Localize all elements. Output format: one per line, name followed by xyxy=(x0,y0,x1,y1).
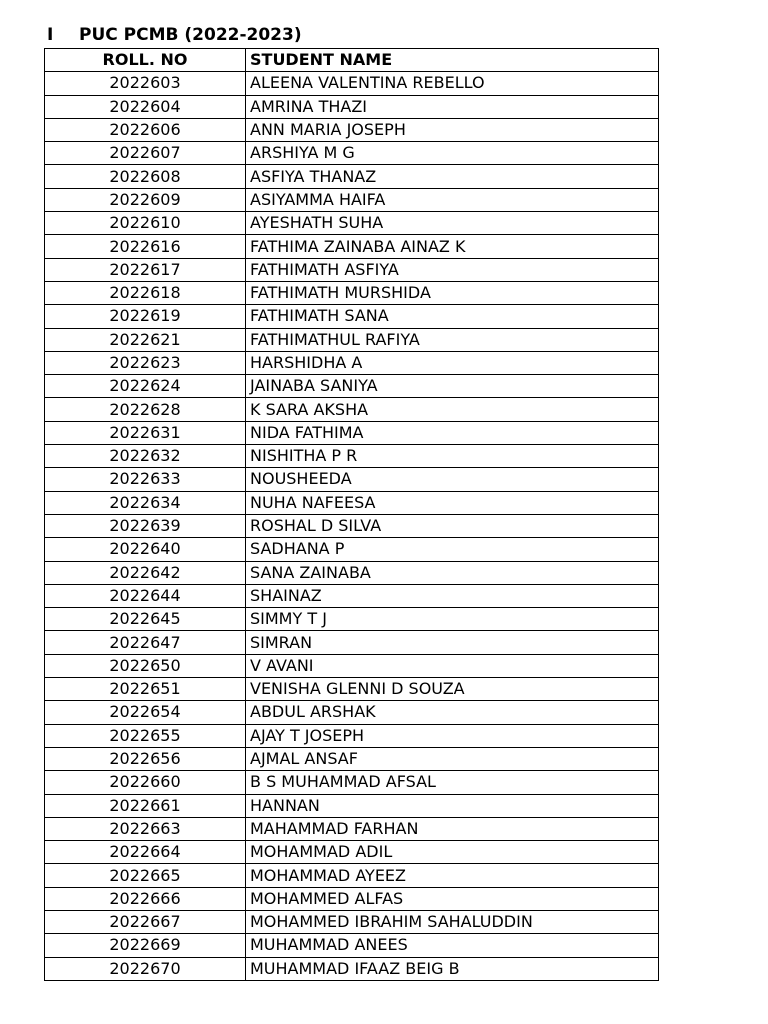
table-row xyxy=(45,445,659,468)
roll-no-cell: 2022640 xyxy=(45,538,246,561)
table-body xyxy=(45,72,659,981)
page-title xyxy=(47,24,302,46)
student-name-cell: SHAINAZ xyxy=(246,584,659,607)
roll-no-cell: 2022656 xyxy=(45,747,246,770)
table-row xyxy=(45,934,659,957)
roll-no-cell: 2022634 xyxy=(45,491,246,514)
student-name-cell: ASIYAMMA HAIFA xyxy=(246,188,659,211)
table-row xyxy=(45,957,659,980)
student-name-cell: MOHAMMAD AYEEZ xyxy=(246,864,659,887)
roll-no-cell: 2022660 xyxy=(45,771,246,794)
student-roster-table xyxy=(44,48,659,981)
student-name-cell: V AVANI xyxy=(246,654,659,677)
roll-no-cell: 2022663 xyxy=(45,817,246,840)
roll-no-cell: 2022624 xyxy=(45,375,246,398)
roll-no-cell: 2022642 xyxy=(45,561,246,584)
table-row xyxy=(45,864,659,887)
roll-no-cell: 2022619 xyxy=(45,305,246,328)
roll-no-cell: 2022661 xyxy=(45,794,246,817)
roll-no-cell: 2022654 xyxy=(45,701,246,724)
table-row xyxy=(45,305,659,328)
roll-no-cell: 2022647 xyxy=(45,631,246,654)
table-row xyxy=(45,258,659,281)
table-row xyxy=(45,817,659,840)
table-row xyxy=(45,747,659,770)
roll-no-cell: 2022610 xyxy=(45,212,246,235)
roll-no-cell: 2022669 xyxy=(45,934,246,957)
roll-no-cell: 2022604 xyxy=(45,95,246,118)
roll-no-cell: 2022667 xyxy=(45,910,246,933)
roll-no-cell: 2022607 xyxy=(45,142,246,165)
table-row xyxy=(45,910,659,933)
student-name-cell: ROSHAL D SILVA xyxy=(246,514,659,537)
roll-no-cell: 2022608 xyxy=(45,165,246,188)
student-name-cell: NOUSHEEDA xyxy=(246,468,659,491)
table-row xyxy=(45,584,659,607)
student-name-cell: FATHIMA ZAINABA AINAZ K xyxy=(246,235,659,258)
student-name-cell: K SARA AKSHA xyxy=(246,398,659,421)
roll-no-cell: 2022644 xyxy=(45,584,246,607)
class-title: PUC PCMB (2022-2023) xyxy=(79,25,302,45)
student-name-cell: SANA ZAINABA xyxy=(246,561,659,584)
table-row xyxy=(45,514,659,537)
student-name-cell: VENISHA GLENNI D SOUZA xyxy=(246,678,659,701)
roll-no-cell: 2022631 xyxy=(45,421,246,444)
roll-no-cell: 2022606 xyxy=(45,118,246,141)
student-name-cell: ALEENA VALENTINA REBELLO xyxy=(246,72,659,95)
student-name-cell: AJMAL ANSAF xyxy=(246,747,659,770)
student-name-cell: NIDA FATHIMA xyxy=(246,421,659,444)
roll-no-cell: 2022665 xyxy=(45,864,246,887)
student-name-cell: SIMRAN xyxy=(246,631,659,654)
table-row xyxy=(45,72,659,95)
student-name-cell: MAHAMMAD FARHAN xyxy=(246,817,659,840)
roll-no-cell: 2022633 xyxy=(45,468,246,491)
roll-no-cell: 2022628 xyxy=(45,398,246,421)
student-name-cell: JAINABA SANIYA xyxy=(246,375,659,398)
table-row xyxy=(45,328,659,351)
roll-no-cell: 2022621 xyxy=(45,328,246,351)
table-row xyxy=(45,421,659,444)
table-row xyxy=(45,375,659,398)
table-row xyxy=(45,118,659,141)
roll-no-cell: 2022650 xyxy=(45,654,246,677)
table-row xyxy=(45,771,659,794)
student-name-cell: FATHIMATH ASFIYA xyxy=(246,258,659,281)
table-row xyxy=(45,631,659,654)
table-row xyxy=(45,678,659,701)
table-row xyxy=(45,841,659,864)
student-name-cell: MOHAMMED IBRAHIM SAHALUDDIN xyxy=(246,910,659,933)
student-name-cell: AJAY T JOSEPH xyxy=(246,724,659,747)
roll-no-cell: 2022666 xyxy=(45,887,246,910)
table-row xyxy=(45,165,659,188)
table-row xyxy=(45,887,659,910)
student-name-cell: FATHIMATH SANA xyxy=(246,305,659,328)
roll-no-cell: 2022651 xyxy=(45,678,246,701)
student-name-cell: AYESHATH SUHA xyxy=(246,212,659,235)
roll-no-cell: 2022617 xyxy=(45,258,246,281)
table-header-row xyxy=(45,49,659,72)
roll-no-cell: 2022609 xyxy=(45,188,246,211)
table-row xyxy=(45,142,659,165)
roll-no-cell: 2022632 xyxy=(45,445,246,468)
table-row xyxy=(45,491,659,514)
roll-no-cell: 2022616 xyxy=(45,235,246,258)
student-name-cell: FATHIMATH MURSHIDA xyxy=(246,281,659,304)
student-name-header: STUDENT NAME xyxy=(246,49,659,72)
table-row xyxy=(45,212,659,235)
roll-no-cell: 2022645 xyxy=(45,608,246,631)
roll-no-cell: 2022603 xyxy=(45,72,246,95)
roll-no-cell: 2022618 xyxy=(45,281,246,304)
roll-no-cell: 2022639 xyxy=(45,514,246,537)
student-name-cell: FATHIMATHUL RAFIYA xyxy=(246,328,659,351)
roll-no-cell: 2022655 xyxy=(45,724,246,747)
table-row xyxy=(45,95,659,118)
student-name-cell: MOHAMMAD ADIL xyxy=(246,841,659,864)
student-name-cell: NISHITHA P R xyxy=(246,445,659,468)
student-name-cell: NUHA NAFEESA xyxy=(246,491,659,514)
table-row xyxy=(45,468,659,491)
roll-no-cell: 2022670 xyxy=(45,957,246,980)
student-name-cell: SADHANA P xyxy=(246,538,659,561)
roll-no-cell: 2022623 xyxy=(45,351,246,374)
student-name-cell: SIMMY T J xyxy=(246,608,659,631)
table-row xyxy=(45,701,659,724)
roll-no-cell: 2022664 xyxy=(45,841,246,864)
table-row xyxy=(45,398,659,421)
student-name-cell: MOHAMMED ALFAS xyxy=(246,887,659,910)
table-row xyxy=(45,188,659,211)
table-row xyxy=(45,538,659,561)
student-name-cell: MUHAMMAD IFAAZ BEIG B xyxy=(246,957,659,980)
table-row xyxy=(45,654,659,677)
table-row xyxy=(45,608,659,631)
table-row xyxy=(45,724,659,747)
student-name-cell: ARSHIYA M G xyxy=(246,142,659,165)
student-name-cell: ANN MARIA JOSEPH xyxy=(246,118,659,141)
table-row xyxy=(45,794,659,817)
table-row xyxy=(45,351,659,374)
student-name-cell: AMRINA THAZI xyxy=(246,95,659,118)
student-name-cell: HARSHIDHA A xyxy=(246,351,659,374)
student-name-cell: HANNAN xyxy=(246,794,659,817)
student-name-cell: ASFIYA THANAZ xyxy=(246,165,659,188)
table-row xyxy=(45,235,659,258)
table-row xyxy=(45,561,659,584)
student-name-cell: B S MUHAMMAD AFSAL xyxy=(246,771,659,794)
student-name-cell: MUHAMMAD ANEES xyxy=(246,934,659,957)
roll-no-header: ROLL. NO xyxy=(45,49,246,72)
student-name-cell: ABDUL ARSHAK xyxy=(246,701,659,724)
class-year-prefix: I xyxy=(47,25,54,45)
table-row xyxy=(45,281,659,304)
